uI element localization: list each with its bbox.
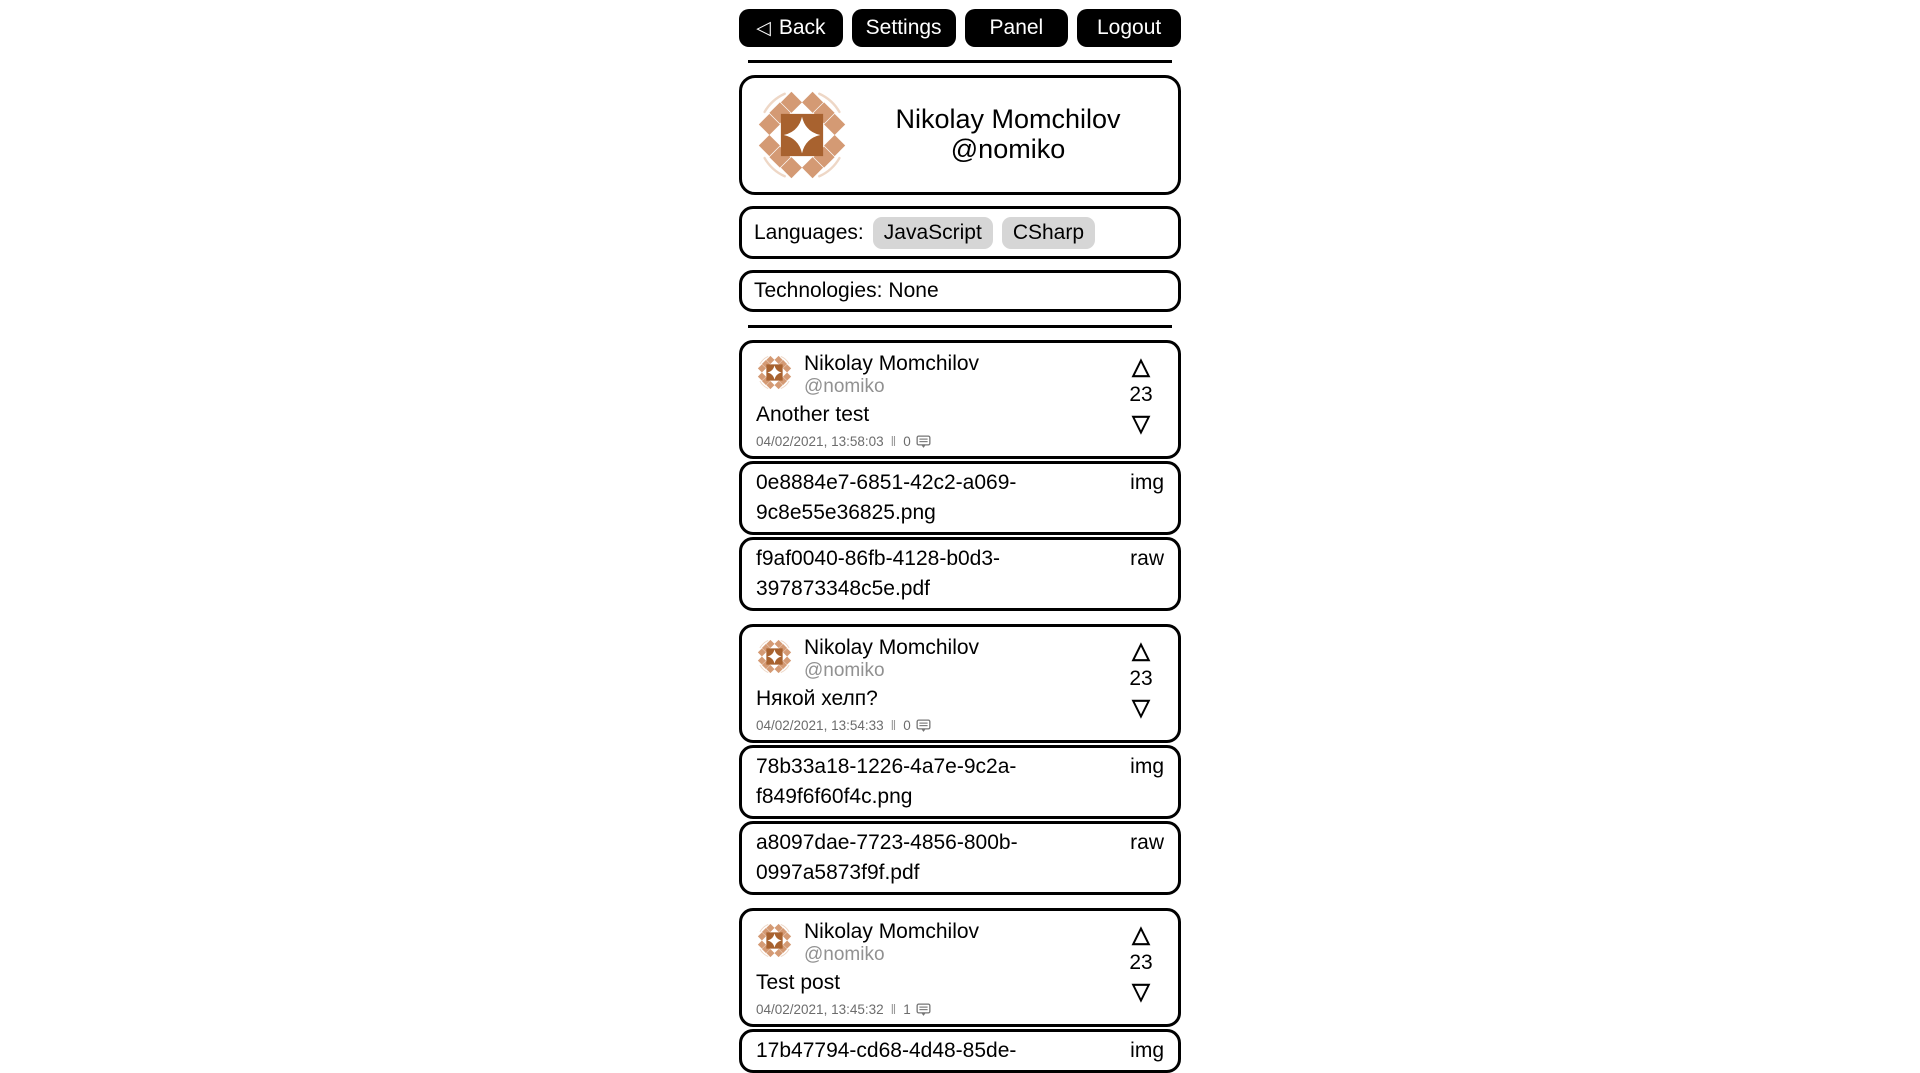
- attachment-filename: 78b33a18-1226-4a7e-9c2a-f849f6f60f4c.png: [756, 755, 1017, 809]
- back-button[interactable]: [739, 9, 843, 47]
- post-handle: @nomiko: [804, 944, 885, 966]
- attachment-card[interactable]: [739, 537, 1181, 611]
- attachment-type-label: img: [1130, 755, 1164, 779]
- profile-page: [739, 0, 1181, 1073]
- language-badge: JavaScript: [873, 217, 993, 249]
- comment-bubble-icon: [916, 719, 931, 733]
- post-title: Някой хелп?: [756, 687, 878, 711]
- vote-count: 23: [1129, 666, 1153, 690]
- attachment-type-label: raw: [1130, 831, 1164, 855]
- back-button-label: Back: [778, 16, 826, 39]
- post-group: [739, 340, 1181, 611]
- post-meta: [756, 718, 1164, 733]
- technologies-value: None: [888, 279, 939, 302]
- attachment-filename: 17b47794-cd68-4d48-85de-: [756, 1039, 1017, 1063]
- attachment-card[interactable]: [739, 821, 1181, 895]
- language-badge-list: [873, 217, 1095, 249]
- post-group: [739, 908, 1181, 1073]
- vote-column: [1119, 920, 1163, 1006]
- comment-bubble-icon: [916, 1003, 931, 1017]
- meta-separator-icon: ‖: [890, 434, 897, 449]
- post-card[interactable]: [739, 340, 1181, 459]
- attachment-type-label: img: [1130, 1039, 1164, 1063]
- comment-count: 1: [903, 1002, 911, 1018]
- meta-separator-icon: ‖: [890, 718, 897, 734]
- attachment-filename: 0e8884e7-6851-42c2-a069-9c8e55e36825.png: [756, 471, 1017, 525]
- comment-bubble-icon: [916, 435, 931, 449]
- vote-count: 23: [1129, 950, 1153, 974]
- post-timestamp: 04/02/2021, 13:58:03: [756, 434, 884, 449]
- post-avatar: [756, 354, 793, 391]
- profile-name: Nikolay Momchilov: [895, 104, 1121, 135]
- attachment-card[interactable]: [739, 1029, 1181, 1073]
- panel-button[interactable]: Panel: [965, 9, 1069, 47]
- post-avatar: [756, 638, 793, 675]
- post-meta: [756, 1002, 1164, 1017]
- downvote-button[interactable]: ▽: [1132, 978, 1150, 1005]
- attachment-type-label: raw: [1130, 547, 1164, 571]
- technologies-card: [739, 270, 1181, 312]
- meta-separator-icon: ‖: [890, 1002, 897, 1018]
- comment-count: 0: [903, 718, 911, 734]
- attachment-type-label: img: [1130, 471, 1164, 494]
- languages-label: Languages:: [754, 220, 864, 244]
- post-group: [739, 624, 1181, 895]
- back-arrow-icon: ◁: [756, 17, 771, 39]
- language-badge: CSharp: [1002, 217, 1095, 249]
- post-title: Test post: [756, 971, 841, 995]
- post-header: [756, 352, 1164, 398]
- attachment-filename: f9af0040-86fb-4128-b0d3-397873348c5e.pdf: [756, 547, 1001, 601]
- post-header: [756, 636, 1164, 682]
- post-card[interactable]: [739, 624, 1181, 743]
- vote-count: 23: [1129, 382, 1153, 406]
- attachment-card[interactable]: [739, 745, 1181, 819]
- toolbar: [739, 9, 1181, 47]
- vote-column: [1119, 636, 1163, 722]
- upvote-button[interactable]: △: [1132, 637, 1150, 664]
- post-header: [756, 920, 1164, 966]
- attachment-filename: a8097dae-7723-4856-800b-0997a5873f9f.pdf: [756, 831, 1018, 885]
- vote-column: [1119, 352, 1163, 438]
- profile-card: [739, 75, 1181, 195]
- upvote-button[interactable]: △: [1132, 353, 1150, 379]
- upvote-button[interactable]: △: [1132, 921, 1150, 948]
- post-author: Nikolay Momchilov: [804, 636, 980, 660]
- settings-button[interactable]: Settings: [852, 9, 956, 47]
- posts-divider: [748, 325, 1172, 328]
- post-author: Nikolay Momchilov: [804, 920, 980, 944]
- post-title: Another test: [756, 403, 870, 426]
- profile-handle: @nomiko: [950, 134, 1066, 164]
- post-handle: @nomiko: [804, 660, 885, 682]
- post-card[interactable]: [739, 908, 1181, 1027]
- post-author: Nikolay Momchilov: [804, 352, 980, 375]
- comment-count: 0: [903, 434, 911, 449]
- top-divider: [748, 60, 1172, 63]
- post-avatar: [756, 922, 793, 959]
- attachment-card[interactable]: [739, 461, 1181, 535]
- downvote-button[interactable]: ▽: [1132, 694, 1150, 721]
- post-timestamp: 04/02/2021, 13:54:33: [756, 718, 884, 734]
- posts-list: [739, 340, 1181, 1073]
- post-meta: [756, 434, 1164, 449]
- profile-avatar: [754, 87, 850, 183]
- technologies-label: Technologies:: [754, 279, 883, 302]
- downvote-button[interactable]: ▽: [1132, 410, 1150, 437]
- post-handle: @nomiko: [804, 376, 885, 397]
- post-timestamp: 04/02/2021, 13:45:32: [756, 1002, 884, 1018]
- languages-card: [739, 206, 1181, 259]
- logout-button[interactable]: Logout: [1077, 9, 1181, 47]
